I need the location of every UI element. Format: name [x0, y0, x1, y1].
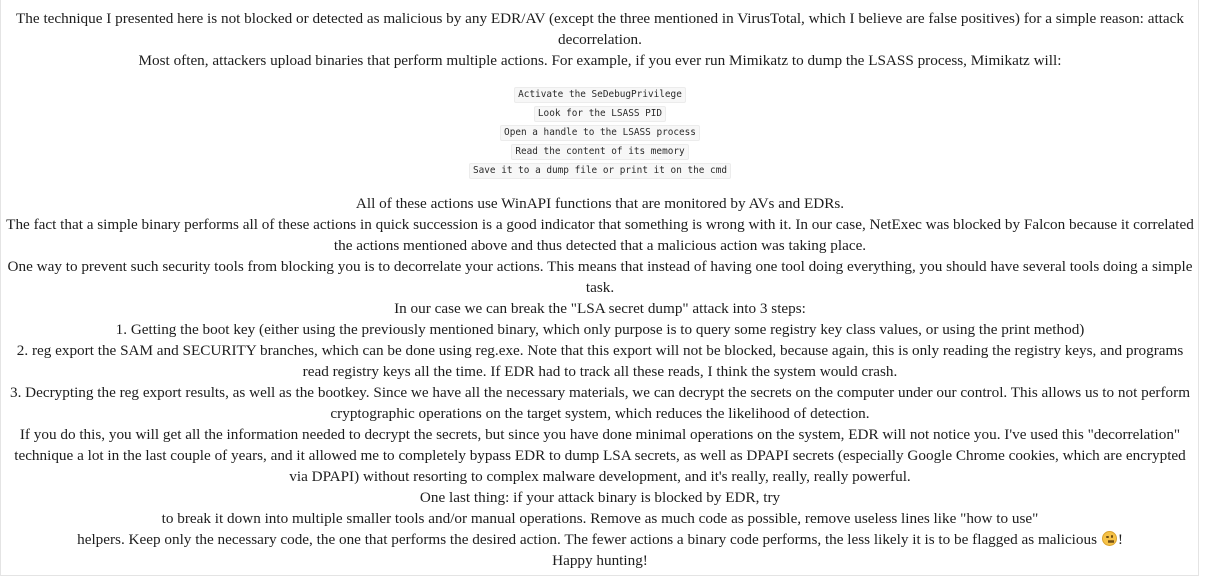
mimikatz-step: Read the content of its memory: [511, 144, 688, 160]
last-thing-line-2: to break it down into multiple smaller tools and/or manual operations. Remove as much code as possible, remove useless lines like "how to use": [161, 510, 1039, 527]
last-thing-line-1: One last thing: if your attack binary is blocked by EDR, try: [419, 489, 781, 506]
winapi-paragraph: All of these actions use WinAPI functions that are monitored by AVs and EDRs.: [355, 195, 845, 212]
last-thing-end: !: [1117, 531, 1123, 548]
mimikatz-intro-paragraph: Most often, attackers upload binaries that perform multiple actions. For example, if you ever run Mimikatz to dump the LSASS process, Mimikatz will:: [138, 52, 1062, 69]
mimikatz-step: Activate the SeDebugPrivilege: [514, 87, 686, 103]
last-thing-line-3: [4, 529, 1196, 550]
mimikatz-step: Save it to a dump file or print it on the cmd: [469, 163, 731, 179]
intro-paragraph: The technique I presented here is not blocked or detected as malicious by any EDR/AV (except the three mentioned in VirusTotal, which I believe are false positives) for a simple reason: attack decorrelation.: [16, 10, 1184, 48]
step-1-paragraph: 1. Getting the boot key (either using the previously mentioned binary, which only purpose is to query some registry key class values, or using the print method): [115, 321, 1085, 338]
step-2-paragraph: 2. reg export the SAM and SECURITY branches, which can be done using reg.exe. Note that this export will not be blocked, because again, this is only reading the registry keys, and programs read registry keys all the time. If EDR had to track all these reads, I think the system would crash.: [16, 342, 1184, 380]
step-3-paragraph: 3. Decrypting the reg export results, as well as the bootkey. Since we have all the necessary materials, we can decrypt the secrets on the computer under our control. This allows us to not perform cryptographic operations on the target system, which reduces the likelihood of detection.: [9, 384, 1191, 422]
article-body: [4, 8, 1196, 571]
steps-intro-paragraph: In our case we can break the "LSA secret dump" attack into 3 steps:: [394, 300, 806, 317]
signoff-paragraph: Happy hunting!: [552, 552, 648, 569]
winking-face-icon: [1102, 531, 1117, 546]
succession-paragraph: The fact that a simple binary performs all of these actions in quick succession is a good indicator that something is wrong with it. In our case, NetExec was blocked by Falcon because it correlated the actions mentioned above and thus detected that a malicious action was taking place.: [6, 216, 1194, 254]
mimikatz-step: Look for the LSASS PID: [534, 106, 666, 122]
conclusion-paragraph: If you do this, you will get all the information needed to decrypt the secrets, but since you have done minimal operations on the system, EDR will not notice you. I've used this "decorrelation" technique a lot in the last couple of years, and it allowed me to completely bypass EDR to dump LSA secrets, as well as DPAPI secrets (especially Google Chrome cookies, which are encrypted via DPAPI) without resorting to complex malware development, and it's really, really, really powerful.: [14, 426, 1186, 485]
mimikatz-steps-list: [4, 84, 1196, 179]
mimikatz-step: Open a handle to the LSASS process: [500, 125, 700, 141]
decorrelate-paragraph: One way to prevent such security tools from blocking you is to decorrelate your actions. This means that instead of having one tool doing everything, you should have several tools doing a simple task.: [7, 258, 1193, 296]
last-thing-text: helpers. Keep only the necessary code, the one that performs the desired action. The fewer actions a binary code performs, the less likely it is to be flagged as malicious: [77, 531, 1098, 548]
